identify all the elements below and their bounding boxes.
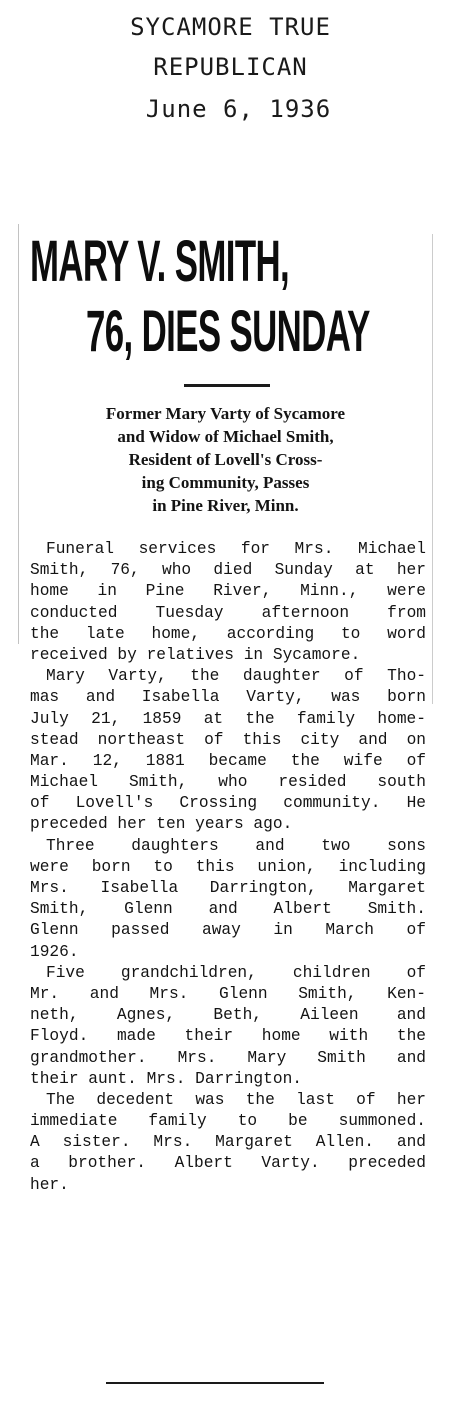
- headline-line-1: MARY V. SMITH,: [30, 229, 290, 294]
- paragraph: [30, 836, 426, 963]
- deck-line: Resident of Lovell's Cross-: [128, 450, 323, 469]
- text-line: grandmother. Mrs. Mary Smith and: [30, 1048, 426, 1067]
- text-line: of Lovell's Crossing community. He: [30, 794, 426, 813]
- text-line: Five grandchildren, children of: [46, 963, 426, 982]
- text-line: received by relatives in Sycamore.: [30, 645, 361, 664]
- text-line: the late home, according to word: [30, 624, 426, 643]
- text-line: Three daughters and two sons: [46, 836, 426, 855]
- text-line: a brother. Albert Varty. preceded: [30, 1154, 426, 1173]
- article-body: [30, 539, 426, 1196]
- deck-line: and Widow of Michael Smith,: [117, 427, 334, 446]
- text-line: conducted Tuesday afternoon from: [30, 603, 426, 622]
- text-line: Funeral services for Mrs. Michael: [46, 540, 426, 558]
- paragraph: [30, 963, 426, 1090]
- deck-line: in Pine River, Minn.: [152, 496, 299, 515]
- headline-line-2: 76, DIES SUNDAY: [86, 299, 370, 364]
- text-line: Glenn passed away in March of: [30, 921, 426, 940]
- text-line: were born to this union, including: [30, 857, 426, 876]
- text-line: stead northeast of this city and on: [30, 730, 426, 749]
- text-line: July 21, 1859 at the family home-: [30, 709, 426, 728]
- text-line: home in Pine River, Minn., were: [30, 582, 426, 601]
- text-line: immediate family to be summoned.: [30, 1112, 426, 1131]
- text-line: Smith, 76, who died Sunday at her: [30, 561, 426, 580]
- text-line: their aunt. Mrs. Darrington.: [30, 1069, 302, 1088]
- text-line: Mr. and Mrs. Glenn Smith, Ken-: [30, 984, 426, 1003]
- text-line: Mary Varty, the daughter of Tho-: [46, 667, 426, 686]
- paragraph: [30, 666, 426, 836]
- headline-divider: [184, 384, 270, 387]
- deck-line: ing Community, Passes: [141, 473, 310, 492]
- masthead-line-1: SYCAMORE TRUE: [130, 13, 331, 41]
- subheadline-deck: [18, 402, 433, 517]
- end-of-article-rule: [106, 1382, 324, 1384]
- text-line: A sister. Mrs. Margaret Allen. and: [30, 1133, 426, 1152]
- paragraph: [30, 1090, 426, 1196]
- masthead-line-2: REPUBLICAN: [153, 53, 308, 81]
- text-line: Smith, Glenn and Albert Smith.: [30, 900, 426, 919]
- text-line: preceded her ten years ago.: [30, 815, 293, 834]
- text-line: neth, Agnes, Beth, Aileen and: [30, 1006, 426, 1025]
- newspaper-clipping: [18, 224, 433, 1389]
- masthead-date: June 6, 1936: [145, 95, 332, 123]
- text-line: Mrs. Isabella Darrington, Margaret: [30, 879, 426, 897]
- paragraph: [30, 539, 426, 666]
- text-line: Michael Smith, who resided south: [30, 773, 426, 792]
- text-line: mas and Isabella Varty, was born: [30, 688, 426, 707]
- deck-line: Former Mary Varty of Sycamore: [105, 404, 346, 423]
- text-line: Floyd. made their home with the: [30, 1027, 426, 1046]
- text-line: Mar. 12, 1881 became the wife of: [30, 751, 426, 770]
- text-line: 1926.: [30, 942, 79, 961]
- text-line: her.: [30, 1175, 69, 1194]
- text-line: The decedent was the last of her: [46, 1090, 426, 1109]
